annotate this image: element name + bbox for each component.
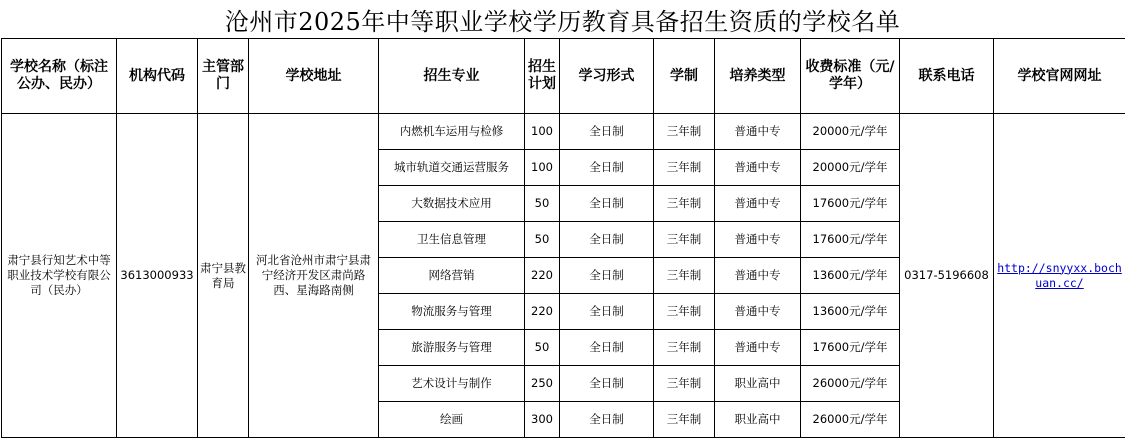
train-type-cell: 普通中专 — [715, 222, 801, 258]
header-duration: 学制 — [654, 39, 715, 114]
header-fee: 收费标准（元/学年） — [801, 39, 900, 114]
train-type-cell: 普通中专 — [715, 294, 801, 330]
study-form-cell: 全日制 — [560, 150, 654, 186]
fee-cell: 17600元/学年 — [801, 186, 900, 222]
study-form-cell: 全日制 — [560, 222, 654, 258]
duration-cell: 三年制 — [654, 294, 715, 330]
fee-cell: 13600元/学年 — [801, 294, 900, 330]
train-type-cell: 职业高中 — [715, 402, 801, 438]
duration-cell: 三年制 — [654, 222, 715, 258]
train-type-cell: 普通中专 — [715, 330, 801, 366]
study-form-cell: 全日制 — [560, 186, 654, 222]
fee-cell: 26000元/学年 — [801, 402, 900, 438]
header-row — [2, 39, 1125, 114]
duration-cell: 三年制 — [654, 330, 715, 366]
fee-cell: 17600元/学年 — [801, 330, 900, 366]
plan-cell: 50 — [525, 330, 560, 366]
table-row — [2, 114, 1125, 150]
fee-cell: 26000元/学年 — [801, 366, 900, 402]
header-phone: 联系电话 — [900, 39, 994, 114]
train-type-cell: 普通中专 — [715, 258, 801, 294]
major-cell: 物流服务与管理 — [379, 294, 525, 330]
plan-cell: 250 — [525, 366, 560, 402]
plan-cell: 50 — [525, 186, 560, 222]
duration-cell: 三年制 — [654, 114, 715, 150]
website-cell — [994, 114, 1125, 438]
study-form-cell: 全日制 — [560, 402, 654, 438]
duration-cell: 三年制 — [654, 186, 715, 222]
major-cell: 内燃机车运用与检修 — [379, 114, 525, 150]
fee-cell: 20000元/学年 — [801, 150, 900, 186]
plan-cell: 220 — [525, 258, 560, 294]
fee-cell: 13600元/学年 — [801, 258, 900, 294]
header-major: 招生专业 — [379, 39, 525, 114]
plan-cell: 300 — [525, 402, 560, 438]
plan-cell: 50 — [525, 222, 560, 258]
major-cell: 卫生信息管理 — [379, 222, 525, 258]
header-org-code: 机构代码 — [117, 39, 198, 114]
header-dept: 主管部门 — [198, 39, 249, 114]
school-list-table — [1, 38, 1125, 438]
header-study-form: 学习形式 — [560, 39, 654, 114]
header-train-type: 培养类型 — [715, 39, 801, 114]
train-type-cell: 普通中专 — [715, 150, 801, 186]
phone-cell: 0317-5196608 — [900, 114, 994, 438]
header-school-name: 学校名称（标注公办、民办） — [2, 39, 117, 114]
major-cell: 城市轨道交通运营服务 — [379, 150, 525, 186]
page-title: 沧州市2025年中等职业学校学历教育具备招生资质的学校名单 — [0, 0, 1125, 38]
major-cell: 旅游服务与管理 — [379, 330, 525, 366]
major-cell: 网络营销 — [379, 258, 525, 294]
duration-cell: 三年制 — [654, 258, 715, 294]
dept-cell: 肃宁县教育局 — [198, 114, 249, 438]
study-form-cell: 全日制 — [560, 114, 654, 150]
study-form-cell: 全日制 — [560, 366, 654, 402]
header-website: 学校官网网址 — [994, 39, 1125, 114]
study-form-cell: 全日制 — [560, 330, 654, 366]
fee-cell: 20000元/学年 — [801, 114, 900, 150]
duration-cell: 三年制 — [654, 402, 715, 438]
fee-cell: 17600元/学年 — [801, 222, 900, 258]
study-form-cell: 全日制 — [560, 258, 654, 294]
major-cell: 大数据技术应用 — [379, 186, 525, 222]
major-cell: 绘画 — [379, 402, 525, 438]
header-address: 学校地址 — [249, 39, 379, 114]
org-code-cell: 3613000933 — [117, 114, 198, 438]
duration-cell: 三年制 — [654, 366, 715, 402]
train-type-cell: 普通中专 — [715, 114, 801, 150]
train-type-cell: 普通中专 — [715, 186, 801, 222]
website-link[interactable]: http://snyyxx.bochuan.cc/ — [997, 261, 1122, 290]
plan-cell: 100 — [525, 150, 560, 186]
train-type-cell: 职业高中 — [715, 366, 801, 402]
school-name-cell: 肃宁县行知艺术中等职业技术学校有限公司（民办） — [2, 114, 117, 438]
header-plan: 招生计划 — [525, 39, 560, 114]
address-cell: 河北省沧州市肃宁县肃宁经济开发区肃尚路西、星海路南侧 — [249, 114, 379, 438]
duration-cell: 三年制 — [654, 150, 715, 186]
major-cell: 艺术设计与制作 — [379, 366, 525, 402]
study-form-cell: 全日制 — [560, 294, 654, 330]
plan-cell: 220 — [525, 294, 560, 330]
plan-cell: 100 — [525, 114, 560, 150]
